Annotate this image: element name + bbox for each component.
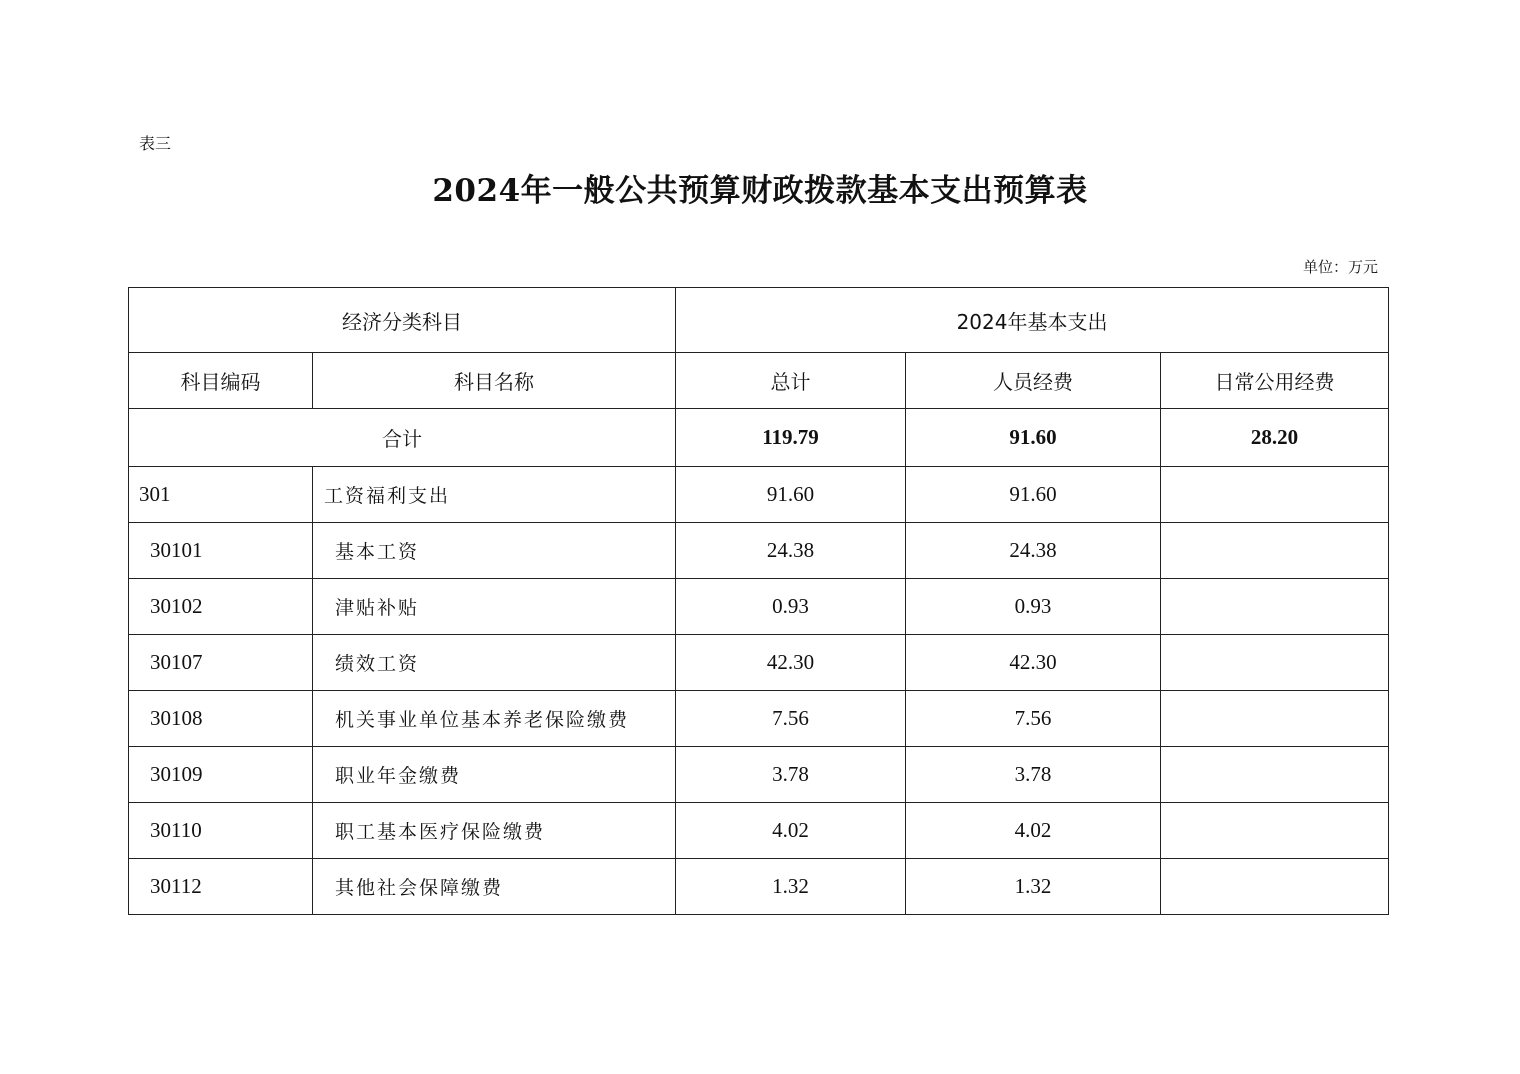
personnel-column-header: 人员经费 bbox=[906, 353, 1161, 409]
row-total: 0.93 bbox=[676, 579, 906, 635]
public-column-header: 日常公用经费 bbox=[1161, 353, 1389, 409]
row-total: 42.30 bbox=[676, 635, 906, 691]
table-row bbox=[129, 859, 1389, 915]
row-public bbox=[1161, 803, 1389, 859]
total-column-header: 总计 bbox=[676, 353, 906, 409]
column-header-row bbox=[129, 353, 1389, 409]
row-public bbox=[1161, 467, 1389, 523]
row-name: 职工基本医疗保险缴费 bbox=[313, 803, 676, 859]
row-personnel: 3.78 bbox=[906, 747, 1161, 803]
row-personnel: 42.30 bbox=[906, 635, 1161, 691]
row-public bbox=[1161, 747, 1389, 803]
row-code: 30112 bbox=[129, 859, 313, 915]
row-personnel: 7.56 bbox=[906, 691, 1161, 747]
row-name: 基本工资 bbox=[313, 523, 676, 579]
row-total: 91.60 bbox=[676, 467, 906, 523]
code-column-header: 科目编码 bbox=[129, 353, 313, 409]
row-total: 4.02 bbox=[676, 803, 906, 859]
row-personnel: 0.93 bbox=[906, 579, 1161, 635]
row-code: 30109 bbox=[129, 747, 313, 803]
table-label: 表三 bbox=[139, 134, 172, 153]
row-code: 301 bbox=[129, 467, 313, 523]
row-personnel: 4.02 bbox=[906, 803, 1161, 859]
row-code: 30110 bbox=[129, 803, 313, 859]
document-title: 2024年一般公共预算财政拨款基本支出预算表 bbox=[432, 173, 1088, 209]
row-public bbox=[1161, 859, 1389, 915]
row-total: 7.56 bbox=[676, 691, 906, 747]
total-row-personnel: 91.60 bbox=[906, 409, 1161, 467]
row-name: 津贴补贴 bbox=[313, 579, 676, 635]
classification-header: 经济分类科目 bbox=[129, 288, 676, 353]
table-row bbox=[129, 747, 1389, 803]
row-public bbox=[1161, 691, 1389, 747]
row-public bbox=[1161, 635, 1389, 691]
row-code: 30101 bbox=[129, 523, 313, 579]
row-name: 绩效工资 bbox=[313, 635, 676, 691]
row-name: 机关事业单位基本养老保险缴费 bbox=[313, 691, 676, 747]
budget-table bbox=[128, 287, 1389, 915]
row-name: 其他社会保障缴费 bbox=[313, 859, 676, 915]
row-public bbox=[1161, 523, 1389, 579]
basic-expenditure-header: 2024年基本支出 bbox=[676, 288, 1389, 353]
group-header-row bbox=[129, 288, 1389, 353]
total-row-public: 28.20 bbox=[1161, 409, 1389, 467]
table-row bbox=[129, 579, 1389, 635]
total-row-total: 119.79 bbox=[676, 409, 906, 467]
total-row bbox=[129, 409, 1389, 467]
row-total: 24.38 bbox=[676, 523, 906, 579]
row-personnel: 91.60 bbox=[906, 467, 1161, 523]
table-row bbox=[129, 691, 1389, 747]
row-name: 工资福利支出 bbox=[313, 467, 676, 523]
row-code: 30108 bbox=[129, 691, 313, 747]
row-personnel: 24.38 bbox=[906, 523, 1161, 579]
row-public bbox=[1161, 579, 1389, 635]
table-row bbox=[129, 635, 1389, 691]
row-total: 3.78 bbox=[676, 747, 906, 803]
row-total: 1.32 bbox=[676, 859, 906, 915]
row-personnel: 1.32 bbox=[906, 859, 1161, 915]
table-row bbox=[129, 803, 1389, 859]
row-name: 职业年金缴费 bbox=[313, 747, 676, 803]
row-code: 30107 bbox=[129, 635, 313, 691]
unit-note: 单位：万元 bbox=[1302, 258, 1378, 276]
name-column-header: 科目名称 bbox=[313, 353, 676, 409]
row-code: 30102 bbox=[129, 579, 313, 635]
table-row bbox=[129, 467, 1389, 523]
total-row-label: 合计 bbox=[129, 409, 676, 467]
table-row bbox=[129, 523, 1389, 579]
